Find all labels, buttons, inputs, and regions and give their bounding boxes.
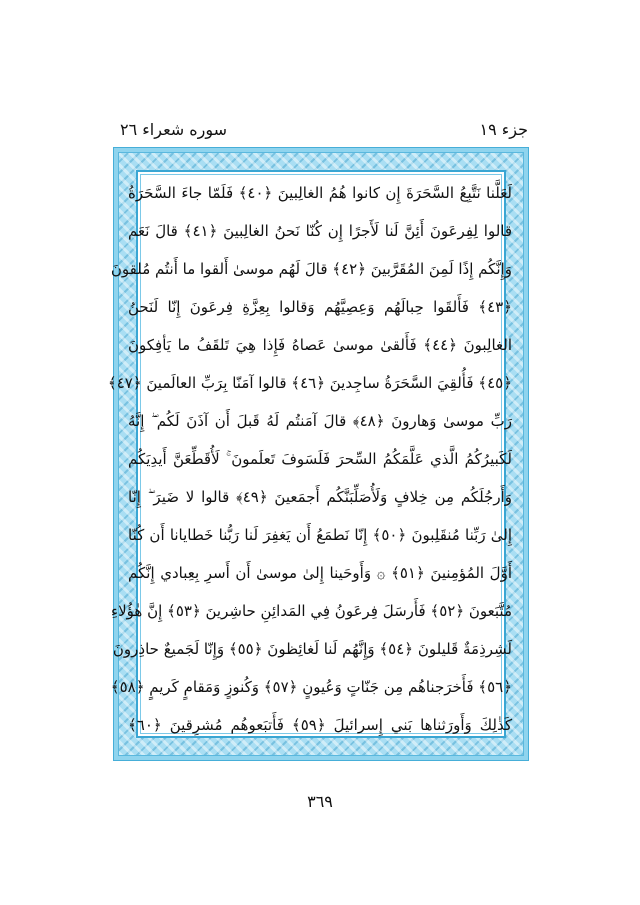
text-line: وَإِنَّكُم إِذًا لَمِنَ المُقَرَّبينَ ﴿٤٢﴾ قالَ لَهُم موسىٰ أَلقوا ما أَنتُم مُلقونَ xyxy=(110,260,512,278)
text-line: ﴿٤٣﴾ فَأَلقَوا حِبالَهُم وَعِصِيَّهُم وَقالوا بِعِزَّةِ فِرعَونَ إِنّا لَنَحنُ xyxy=(128,298,512,316)
text-line: لَكَبيرُكُمُ الَّذي عَلَّمَكُمُ السِّحرَ فَلَسَوفَ تَعلَمونَ ۚ لَأُقَطِّعَنَّ أَيدِيَكُم xyxy=(128,450,512,468)
text-line: إِلىٰ رَبِّنا مُنقَلِبونَ ﴿٥٠﴾ إِنّا نَطمَعُ أَن يَغفِرَ لَنا رَبُّنا خَطايانا أَن كُنّا xyxy=(128,526,512,544)
text-line: رَبِّ موسىٰ وَهارونَ ﴿٤٨﴾ قالَ آمَنتُم لَهُ قَبلَ أَن آذَنَ لَكُم ۖ إِنَّهُ xyxy=(128,412,513,430)
juz-label: جزء ١٩ xyxy=(479,120,528,139)
page-number: ٣٦٩ xyxy=(307,792,333,811)
text-line: كَذٰلِكَ وَأَورَثناها بَني إِسرائيلَ ﴿٥٩﴾ فَأَتبَعوهُم مُشرِقينَ ﴿٦٠﴾ xyxy=(128,716,512,734)
text-line: أَوَّلَ المُؤمِنينَ ﴿٥١﴾ ۞ وَأَوحَينا إِلىٰ موسىٰ أَن أَسرِ بِعِبادي إِنَّكُم xyxy=(128,564,512,582)
text-line: لَعَلَّنا نَتَّبِعُ السَّحَرَةَ إِن كانوا هُمُ الغالِبينَ ﴿٤٠﴾ فَلَمّا جاءَ السَّحَرَةُ xyxy=(128,184,512,202)
text-line: ﴿٤٥﴾ فَأُلقِيَ السَّحَرَةُ ساجِدينَ ﴿٤٦﴾ قالوا آمَنّا بِرَبِّ العالَمينَ ﴿٤٧﴾ xyxy=(107,374,512,392)
text-line: وَأَرجُلَكُم مِن خِلافٍ وَلَأُصَلِّبَنَّكُم أَجمَعينَ ﴿٤٩﴾ قالوا لا ضَيرَ ۖ إِنّا xyxy=(128,488,512,506)
text-line: الغالِبونَ ﴿٤٤﴾ فَأَلقىٰ موسىٰ عَصاهُ فَإِذا هِيَ تَلقَفُ ما يَأفِكونَ xyxy=(128,336,512,354)
text-line: لَشِرذِمَةٌ قَليلونَ ﴿٥٤﴾ وَإِنَّهُم لَنا لَغائِظونَ ﴿٥٥﴾ وَإِنّا لَجَميعٌ حاذِرونَ xyxy=(112,640,512,658)
text-line: قالوا لِفِرعَونَ أَئِنَّ لَنا لَأَجرًا إِن كُنّا نَحنُ الغالِبينَ ﴿٤١﴾ قالَ نَعَم xyxy=(128,222,513,240)
surah-label: سوره شعراء ٢٦ xyxy=(120,120,228,139)
page-header xyxy=(120,120,528,144)
text-line: ﴿٥٦﴾ فَأَخرَجناهُم مِن جَنّاتٍ وَعُيونٍ ﴿٥٧﴾ وَكُنوزٍ وَمَقامٍ كَريمٍ ﴿٥٨﴾ xyxy=(110,678,512,696)
quran-text-block xyxy=(107,174,513,748)
text-line: مُتَّبَعونَ ﴿٥٢﴾ فَأَرسَلَ فِرعَونُ فِي المَدائِنِ حاشِرينَ ﴿٥٣﴾ إِنَّ هٰؤُلاءِ xyxy=(111,602,512,620)
